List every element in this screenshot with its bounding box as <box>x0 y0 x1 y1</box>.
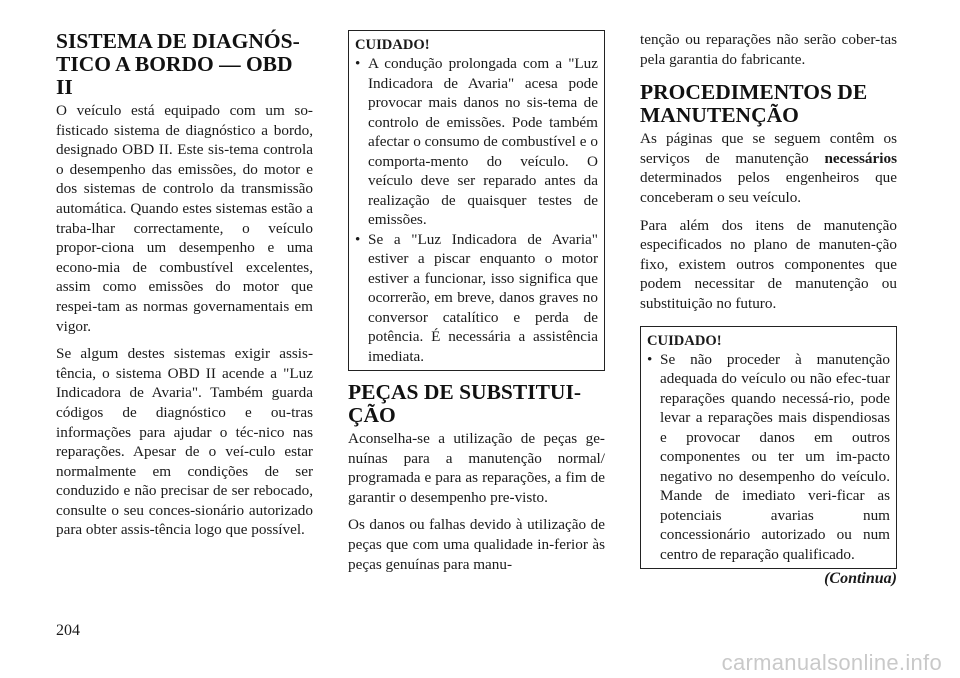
caution-title: CUIDADO! <box>647 332 722 349</box>
paragraph: Aconselha-se a utilização de peças ge-nuínas para a manutenção normal/ programada e para as reparações, a fim de garantir o desempenho pre-visto. <box>348 430 605 506</box>
page-number: 204 <box>56 622 80 639</box>
bold-term: necessários <box>824 149 897 167</box>
text-run: determinados pelos engenheiros que conceberam o seu veículo. <box>640 169 897 206</box>
section-heading-parts <box>348 381 605 427</box>
caution-item <box>355 54 598 230</box>
section-heading-maintenance <box>640 81 897 127</box>
heading-line: MANUTENÇÃO <box>640 103 799 128</box>
heading-line: SISTEMA DE DIAGNÓS- <box>56 29 300 53</box>
heading-line: TICO A BORDO — OBD II <box>56 52 293 99</box>
heading-line: ÇÃO <box>348 403 396 427</box>
watermark: carmanualsonline.info <box>721 650 942 675</box>
heading-line: PEÇAS DE SUBSTITUI- <box>348 380 581 404</box>
paragraph: Se algum destes sistemas exigir assis-tência, o sistema OBD II acende a "Luz Indicadora de Avaria". Também guarda códigos de diagnóstico e ou-tras informações para ajudar o téc-nico nas reparações. Apesar de o veí-culo estar normalmente em condições de ser conduzido e não precisar de ser rebocado, consulte o seu conces-sionário autorizado para obter assis-tência logo que possível. <box>56 345 313 539</box>
column-left <box>56 30 313 548</box>
column-middle <box>348 30 605 582</box>
caution-title: CUIDADO! <box>355 37 430 53</box>
bullet-icon: • <box>647 350 653 368</box>
caution-box <box>348 30 605 371</box>
bullet-icon: • <box>355 230 361 248</box>
paragraph: Para além dos itens de manutenção especificados no plano de manuten-ção fixo, existem outros componentes que podem necessitar de manutenção ou substituição no futuro. <box>640 216 897 312</box>
caution-list <box>647 350 890 565</box>
column-right <box>640 30 897 589</box>
caution-item <box>355 230 598 367</box>
bullet-icon: • <box>355 55 361 72</box>
continued-label: (Continua) <box>824 570 897 588</box>
paragraph <box>640 129 897 207</box>
paragraph: tenção ou reparações não serão cober-tas pela garantia do fabricante. <box>640 31 897 68</box>
paragraph: Os danos ou falhas devido à utilização de peças que com uma qualidade in-ferior às peças genuínas para manu- <box>348 516 605 573</box>
text-run: As páginas que se seguem contêm os serviços de manutenção <box>640 130 897 167</box>
caution-item <box>647 350 890 565</box>
section-heading-obd <box>56 30 313 99</box>
heading-line: PROCEDIMENTOS DE <box>640 80 868 105</box>
caution-item-text: Se não proceder à manutenção adequada do veículo ou não efec-tuar reparações quando necessá-rio, pode levar a reparações mais dispendiosas e provocar danos em outros componentes ou ter um im-pacto negativo no desempenho do veículo. Mande de imediato veri-ficar as potenciais avarias num concessionário autorizado ou num centro de reparação qualificado. <box>660 350 890 563</box>
caution-item-text: A condução prolongada com a "Luz Indicadora de Avaria" acesa pode provocar mais danos no sis-tema de controlo de emissões. Pode também afectar o consumo de combustível e o comporta-mento do veículo. O veículo deve ser reparado antes da realização de quaisquer testes de emissões. <box>368 55 598 228</box>
caution-box <box>640 326 897 570</box>
paragraph: O veículo está equipado com um so-fisticado sistema de diagnóstico a bordo, designado OBD II. Este sis-tema controla o desempenho das emissões, do motor e dos sistemas de controlo da transmissão automática. Quando estes sistemas estão a traba-lhar correctamente, o veículo propor-ciona um desempenho e uma econo-mia de combustível excelentes, assim como emissões do motor que respei-tam as normas governamentais em vigor. <box>56 102 313 335</box>
caution-item-text: Se a "Luz Indicadora de Avaria" estiver a piscar enquanto o motor estiver a funcionar, isso significa que ocorrerão, em breve, danos graves no conversor catalítico e perda de potência. É necessária a assistência imediata. <box>368 230 598 365</box>
caution-list <box>355 54 598 366</box>
